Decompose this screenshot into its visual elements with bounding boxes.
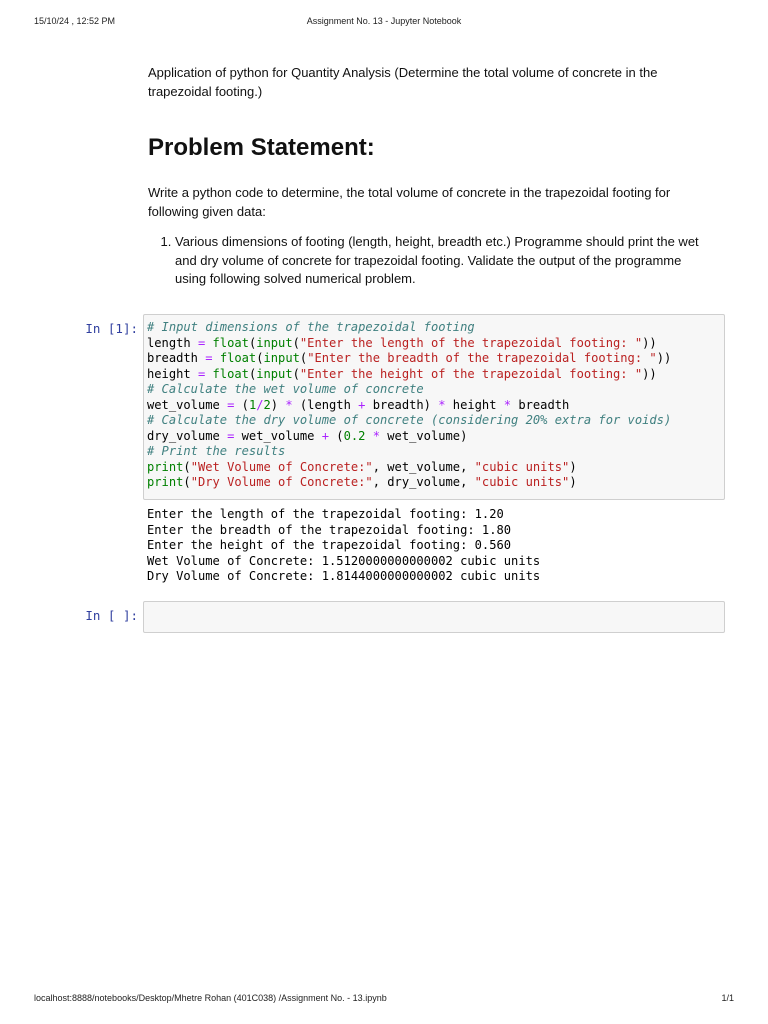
- code-line: height = float(input("Enter the height of the trapezoidal footing: ")): [147, 366, 657, 381]
- code-cell-1-output: [147, 507, 540, 585]
- print-footer: [0, 993, 768, 1007]
- code-line: length = float(input("Enter the length of the trapezoidal footing: ")): [147, 335, 657, 350]
- output-line: Dry Volume of Concrete: 1.8144000000000002 cubic units: [147, 569, 541, 583]
- markdown-paragraph: Write a python code to determine, the total volume of concrete in the trapezoidal footing for following given data:: [148, 185, 671, 219]
- notebook-url: localhost:8888/notebooks/Desktop/Mhetre Rohan (401C038) /Assignment No. - 13.ipynb: [34, 993, 387, 1003]
- output-line: Wet Volume of Concrete: 1.5120000000000002 cubic units: [147, 553, 541, 568]
- output-line: Enter the length of the trapezoidal footing: 1.20: [147, 507, 504, 521]
- empty-code-editor[interactable]: [144, 602, 724, 607]
- code-line: print("Dry Volume of Concrete:", dry_volume, "cubic units"): [147, 475, 577, 489]
- code-line: # Input dimensions of the trapezoidal footing: [147, 320, 475, 334]
- code-line: breadth = float(input("Enter the breadth of the trapezoidal footing: ")): [147, 351, 672, 365]
- code-cell-1-input[interactable]: [143, 314, 725, 500]
- print-datetime: 15/10/24 , 12:52 PM: [34, 16, 116, 26]
- code-line: # Calculate the wet volume of concrete: [147, 382, 424, 396]
- code-line: # Calculate the dry volume of concrete (considering 20% extra for voids): [147, 413, 672, 427]
- code-line: # Print the results: [147, 444, 286, 458]
- output-line: Enter the height of the trapezoidal footing: 0.560: [147, 538, 512, 552]
- problem-statement-heading: Problem Statement:: [148, 134, 375, 161]
- code-line: wet_volume = (1/2) * (length + breadth) * height * breadth: [147, 397, 570, 412]
- cell-1-prompt: In [1]:: [85, 321, 138, 336]
- markdown-heading-cell: [148, 134, 708, 162]
- print-page-title: Assignment No. 13 - Jupyter Notebook: [306, 16, 462, 26]
- code-cell-2-input[interactable]: [143, 601, 725, 633]
- list-item: 1. Various dimensions of footing (length, height, breadth etc.) Programme should print the wet and dry volume of concrete for trapezoidal footing. Validate the output of the programme using following solved numerical problem.: [175, 233, 708, 289]
- print-header: [0, 16, 768, 30]
- code-editor[interactable]: [144, 315, 724, 491]
- requirements-list: [148, 233, 708, 289]
- code-line: dry_volume = wet_volume + (0.2 * wet_volume): [147, 428, 468, 443]
- markdown-list-cell: [148, 233, 708, 289]
- page-number: 1/1: [721, 993, 734, 1003]
- code-line: print("Wet Volume of Concrete:", wet_volume, "cubic units"): [147, 459, 577, 474]
- output-line: Enter the breadth of the trapezoidal footing: 1.80: [147, 522, 512, 537]
- markdown-intro: Application of python for Quantity Analysis (Determine the total volume of concrete in the trapezoidal footing.): [148, 65, 658, 99]
- cell-2-prompt: In [ ]:: [85, 608, 138, 623]
